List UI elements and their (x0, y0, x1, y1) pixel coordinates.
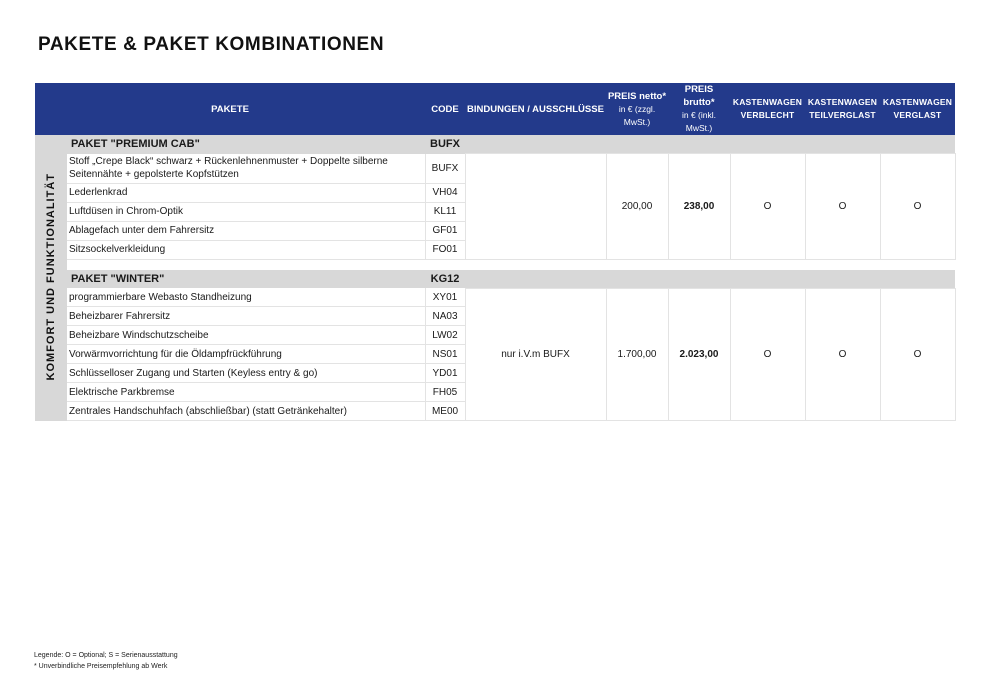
col-header-kastenwagen-verblecht (730, 83, 805, 135)
item-name: Beheizbare Windschutzscheibe (67, 326, 425, 345)
legend-text: Legende: O = Optional; S = Serienausstattung (34, 652, 178, 659)
teilverglast-cell: O (805, 288, 880, 421)
preis-brutto-cell: 2.023,00 (668, 288, 730, 421)
item-name: Beheizbarer Fahrersitz (67, 307, 425, 326)
preis-brutto-label: PREIS brutto* (683, 84, 715, 108)
price-footnote: * Unverbindliche Preisempfehlung ab Werk (34, 663, 168, 670)
item-code: BUFX (425, 154, 465, 184)
col-header-preis-brutto (668, 83, 730, 135)
package-header-row (35, 270, 955, 289)
side-category-label: KOMFORT UND FUNKTIONALITÄT (45, 172, 57, 380)
preis-netto-label: PREIS netto* (607, 90, 667, 102)
item-code: KL11 (425, 202, 465, 221)
table-header-row (35, 83, 955, 135)
item-name: Ablagefach unter dem Fahrersitz (67, 221, 425, 240)
spacer-cell (67, 259, 955, 270)
item-code: XY01 (425, 288, 465, 307)
kw-teil-line2: TEILVERGLAST (809, 110, 876, 120)
preis-netto-cell: 1.700,00 (606, 288, 668, 421)
table-row (35, 288, 955, 307)
item-name: Luftdüsen in Chrom-Optik (67, 202, 425, 221)
col-header-kastenwagen-teilverglast (805, 83, 880, 135)
preis-brutto-cell: 238,00 (668, 154, 730, 260)
kw-verblecht-line1: KASTENWAGEN (732, 97, 803, 107)
col-header-bindungen: BINDUNGEN / AUSSCHLÜSSE (465, 83, 606, 135)
item-code: VH04 (425, 183, 465, 202)
item-code: NS01 (425, 345, 465, 364)
bindungen-cell (465, 154, 606, 260)
package-name: PAKET "PREMIUM CAB" (67, 135, 425, 154)
item-name: Vorwärmvorrichtung für die Öldampfrückführung (67, 345, 425, 364)
package-name: PAKET "WINTER" (67, 270, 425, 289)
col-header-kastenwagen-verglast (880, 83, 955, 135)
side-category (35, 135, 67, 421)
verblecht-cell: O (730, 288, 805, 421)
item-code: NA03 (425, 307, 465, 326)
kw-verblecht-line2: VERBLECHT (740, 110, 795, 120)
item-name: Lederlenkrad (67, 183, 425, 202)
verblecht-cell: O (730, 154, 805, 260)
item-name: Sitzsockelverkleidung (67, 240, 425, 259)
item-code: LW02 (425, 326, 465, 345)
kw-teil-line1: KASTENWAGEN (807, 97, 878, 107)
item-name: Zentrales Handschuhfach (abschließbar) (statt Getränkehalter) (67, 402, 425, 421)
package-header-row (35, 135, 955, 154)
verglast-cell: O (880, 288, 955, 421)
item-code: GF01 (425, 221, 465, 240)
col-header-pakete: PAKETE (35, 83, 425, 135)
package-header-fill (465, 135, 955, 154)
col-header-preis-netto (606, 83, 668, 135)
packages-table (35, 83, 956, 421)
item-code: FO01 (425, 240, 465, 259)
kw-verglast-line1: KASTENWAGEN (882, 97, 953, 107)
item-code: FH05 (425, 383, 465, 402)
item-name: Schlüsselloser Zugang und Starten (Keyless entry & go) (67, 364, 425, 383)
bindungen-cell: nur i.V.m BUFX (465, 288, 606, 421)
item-name: Elektrische Parkbremse (67, 383, 425, 402)
preis-netto-cell: 200,00 (606, 154, 668, 260)
preis-netto-sub: in € (zzgl. MwSt.) (618, 103, 656, 127)
package-header-fill (465, 270, 955, 289)
page-title: PAKETE & PAKET KOMBINATIONEN (38, 34, 385, 55)
col-header-code: CODE (425, 83, 465, 135)
package-code: BUFX (425, 135, 465, 154)
item-name: Stoff „Crepe Black“ schwarz + Rückenlehnenmuster + Doppelte silberne Seitennähte + gepolsterte Kopfstützen (67, 154, 425, 184)
item-name: programmierbare Webasto Standheizung (67, 288, 425, 307)
item-code: ME00 (425, 402, 465, 421)
table-row (35, 154, 955, 184)
preis-brutto-sub: in € (inkl. MwSt.) (681, 110, 716, 133)
verglast-cell: O (880, 154, 955, 260)
package-code: KG12 (425, 270, 465, 289)
kw-verglast-line2: VERGLAST (893, 110, 942, 120)
package-spacer (35, 259, 955, 270)
item-code: YD01 (425, 364, 465, 383)
teilverglast-cell: O (805, 154, 880, 260)
